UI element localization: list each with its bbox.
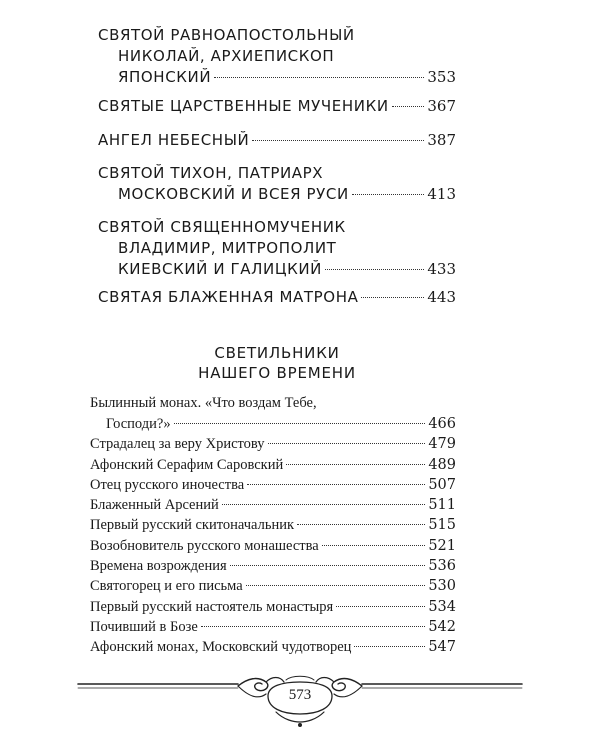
- list-item: [90, 475, 456, 495]
- entry-title-line: ЯПОНСКИЙ: [118, 68, 212, 86]
- page-number: 542: [428, 618, 456, 635]
- item-title: Возобновитель русского монашества: [90, 537, 319, 554]
- item-title-line: Былинный монах. «Что воздам Тебе,: [90, 395, 317, 411]
- entry-title-line: СВЯТОЙ ТИХОН, ПАТРИАРХ: [98, 164, 324, 182]
- list-item: [90, 637, 456, 657]
- page-number: 433: [427, 260, 456, 278]
- page-number: 479: [428, 436, 456, 453]
- item-title: Времена возрождения: [90, 558, 227, 575]
- toc-entry: [98, 130, 456, 151]
- item-title: Почивший в Бозе: [90, 618, 198, 635]
- entry-title-line: НИКОЛАЙ, АРХИЕПИСКОП: [118, 47, 335, 65]
- page-number: 547: [428, 639, 456, 656]
- item-title: Страдалец за веру Христову: [90, 436, 265, 453]
- dot-leader: [354, 646, 425, 647]
- item-title: Блаженный Арсений: [90, 497, 219, 514]
- page-number: 521: [428, 537, 456, 554]
- entry-title-line: АНГЕЛ НЕБЕСНЫЙ: [98, 131, 250, 149]
- page-number: 413: [427, 185, 456, 203]
- dot-leader: [322, 545, 426, 546]
- item-title: Афонский Серафим Саровский: [90, 456, 284, 473]
- page-number: 511: [428, 497, 456, 514]
- section-heading-line: НАШЕГО ВРЕМЕНИ: [198, 364, 356, 382]
- entry-title-line: СВЯТОЙ СВЯЩЕННОМУЧЕНИК: [98, 218, 346, 236]
- list-item: [90, 414, 456, 434]
- dot-leader: [392, 106, 425, 107]
- dot-leader: [252, 140, 424, 141]
- dot-leader: [286, 464, 425, 465]
- page-number: 515: [428, 517, 456, 534]
- item-title: Афонский монах, Московский чудотворец: [90, 639, 352, 656]
- dot-leader: [247, 484, 425, 485]
- section-heading: [98, 343, 456, 383]
- list-item: [90, 495, 456, 515]
- dot-leader: [174, 423, 426, 424]
- toc-entry: [98, 25, 456, 88]
- list-item: [90, 556, 456, 576]
- list-item: [90, 434, 456, 454]
- page-folio: 573: [288, 687, 312, 703]
- toc-entry: [98, 287, 456, 308]
- list-item: [90, 597, 456, 617]
- entry-title-line: СВЯТЫЕ ЦАРСТВЕННЫЕ МУЧЕНИКИ: [98, 97, 389, 115]
- page-number: 536: [428, 558, 456, 575]
- page-number: 530: [428, 578, 456, 595]
- page-number: 534: [428, 598, 456, 615]
- page-number: 443: [427, 288, 456, 306]
- list-item: [90, 617, 456, 637]
- dot-leader: [325, 269, 424, 270]
- list-item: [90, 393, 456, 414]
- toc-list: [90, 393, 456, 658]
- section-heading-line: СВЕТИЛЬНИКИ: [214, 344, 340, 362]
- list-item: [90, 576, 456, 596]
- dot-leader: [352, 194, 425, 195]
- page-number: 367: [427, 97, 456, 115]
- entry-title-line: ВЛАДИМИР, МИТРОПОЛИТ: [118, 239, 337, 257]
- dot-leader: [222, 504, 426, 505]
- item-title: Отец русского иночества: [90, 476, 245, 493]
- entry-title-line: КИЕВСКИЙ И ГАЛИЦКИЙ: [118, 260, 323, 278]
- list-item: [90, 455, 456, 475]
- dot-leader: [201, 626, 426, 627]
- toc-entry: [98, 217, 456, 280]
- toc-entry: [98, 163, 456, 205]
- list-item: [90, 515, 456, 535]
- entry-title-line: СВЯТОЙ РАВНОАПОСТОЛЬНЫЙ: [98, 26, 355, 44]
- item-title: Первый русский скитоначальник: [90, 517, 295, 534]
- entry-title-line: СВЯТАЯ БЛАЖЕННАЯ МАТРОНА: [98, 288, 359, 306]
- toc-entry: [98, 96, 456, 117]
- dot-leader: [297, 524, 425, 525]
- page-number: 489: [428, 456, 456, 473]
- entry-title-line: МОСКОВСКИЙ И ВСЕЯ РУСИ: [118, 185, 349, 203]
- dot-leader: [230, 565, 426, 566]
- dot-leader: [361, 297, 424, 298]
- page-number: 466: [428, 416, 456, 432]
- list-item: [90, 536, 456, 556]
- dot-leader: [214, 77, 424, 78]
- dot-leader: [246, 585, 426, 586]
- page-number: 507: [428, 476, 456, 493]
- page-number: 387: [427, 131, 456, 149]
- dot-leader: [336, 606, 425, 607]
- item-title-line: Господи?»: [106, 416, 171, 432]
- page-number: 353: [427, 68, 456, 86]
- item-title: Первый русский настоятель монастыря: [90, 598, 334, 615]
- dot-leader: [268, 443, 426, 444]
- item-title: Святогорец и его письма: [90, 578, 243, 595]
